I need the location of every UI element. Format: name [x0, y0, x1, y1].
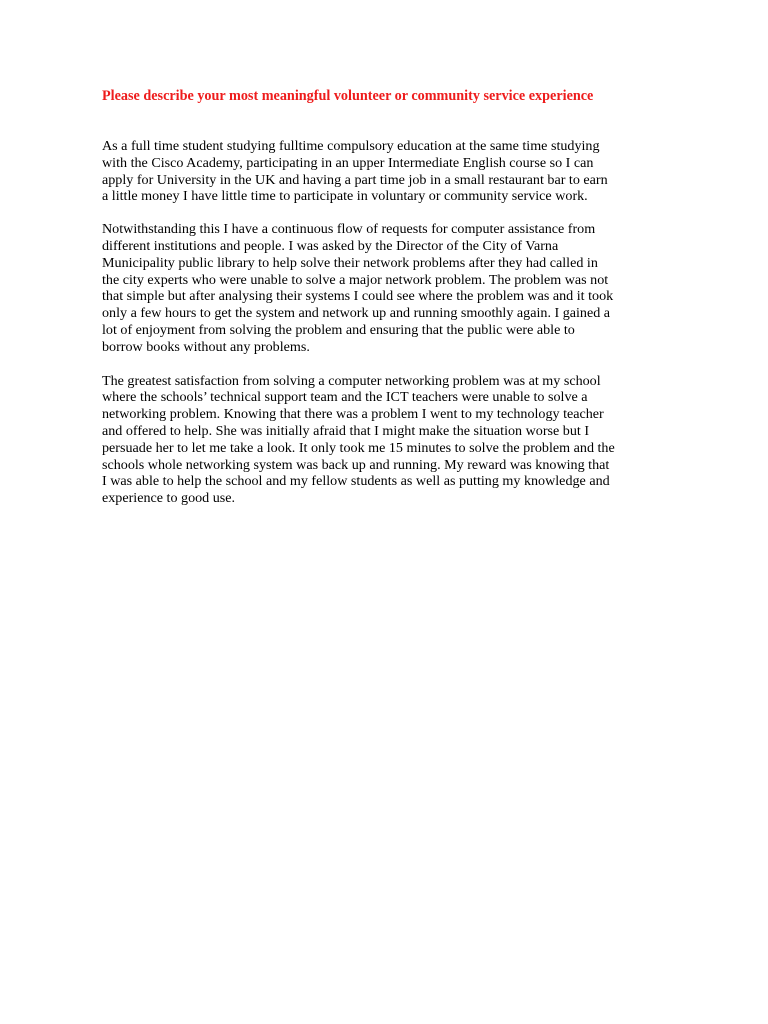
paragraph-line: the city experts who were unable to solve a major network problem. The problem was not — [102, 271, 609, 288]
paragraph-line: a little money I have little time to participate in voluntary or community service work. — [102, 188, 588, 205]
paragraph-line: different institutions and people. I was asked by the Director of the City of Varna — [102, 237, 559, 254]
essay-question-heading: Please describe your most meaningful volunteer or community service experience — [102, 88, 594, 104]
paragraph-line: networking problem. Knowing that there was a problem I went to my technology teacher — [102, 406, 604, 423]
paragraph-line: apply for University in the UK and having a part time job in a small restaurant bar to earn — [102, 171, 608, 188]
paragraph-line: Notwithstanding this I have a continuous flow of requests for computer assistance from — [102, 221, 596, 238]
paragraph-line: borrow books without any problems. — [102, 338, 310, 355]
paragraph-line: The greatest satisfaction from solving a computer networking problem was at my school — [102, 372, 601, 389]
paragraph-line: lot of enjoyment from solving the problem and ensuring that the public were able to — [102, 321, 575, 338]
paragraph-line: that simple but after analysing their systems I could see where the problem was and it took — [102, 288, 614, 305]
paragraph-3 — [102, 373, 674, 507]
paragraph-line: where the schools’ technical support team and the ICT teachers were unable to solve a — [102, 389, 588, 406]
paragraph-2 — [102, 221, 674, 355]
paragraph-line: with the Cisco Academy, participating in an upper Intermediate English course so I can — [102, 154, 594, 171]
paragraph-line: schools whole networking system was back up and running. My reward was knowing that — [102, 456, 610, 473]
paragraph-line: only a few hours to get the system and network up and running smoothly again. I gained a — [102, 305, 611, 322]
paragraph-line: Municipality public library to help solve their network problems after they had called in — [102, 254, 598, 271]
document-content — [102, 87, 674, 507]
paragraph-line: experience to good use. — [102, 490, 236, 507]
paragraph-line: As a full time student studying fulltime compulsory education at the same time studying — [102, 138, 600, 154]
paragraph-line: persuade her to let me take a look. It only took me 15 minutes to solve the problem and the — [102, 439, 615, 456]
paragraph-line: I was able to help the school and my fellow students as well as putting my knowledge and — [102, 473, 610, 490]
paragraph-line: and offered to help. She was initially afraid that I might make the situation worse but I — [102, 422, 590, 439]
paragraph-1 — [102, 138, 674, 205]
